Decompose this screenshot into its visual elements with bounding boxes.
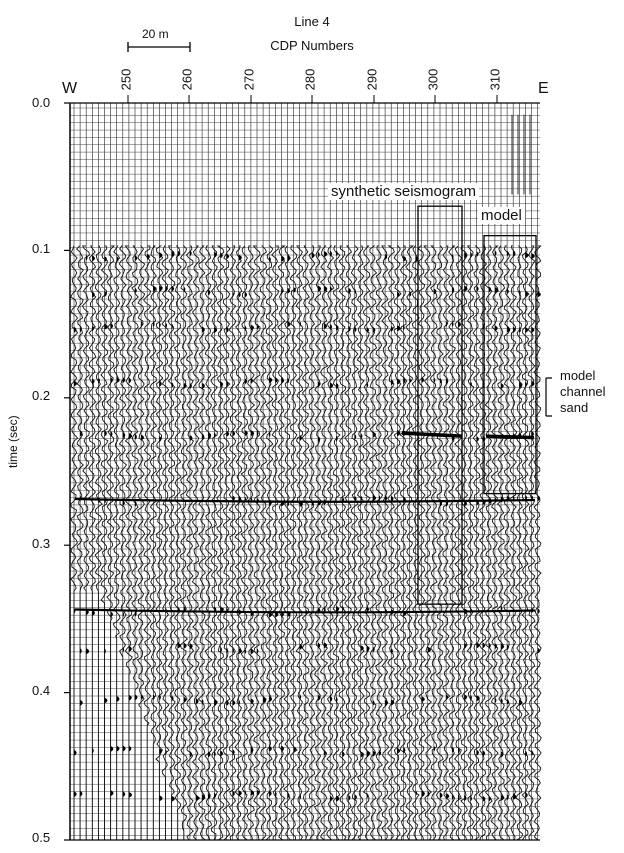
reflection-peak [214, 432, 215, 438]
y-tick-0.2: 0.2 [32, 388, 51, 403]
figure-subtitle: CDP Numbers [270, 38, 354, 53]
reflection-peak [214, 327, 217, 333]
reflection-peak [239, 255, 242, 261]
reflection-peak [318, 436, 320, 442]
reflection-peak [422, 377, 424, 383]
reflection-peak [477, 642, 480, 648]
reflection-peak [403, 325, 404, 331]
reflection-peak [92, 748, 94, 754]
reflection-peak [361, 433, 363, 439]
reflection-peak [86, 648, 89, 654]
reflection-peak [324, 251, 327, 257]
reflection-peak [208, 751, 210, 757]
reflection-peak [111, 790, 114, 796]
reflection-peak [355, 794, 357, 800]
reflection-peak [239, 790, 242, 796]
reflection-peak [251, 325, 254, 331]
reflection-peak [489, 796, 491, 802]
reflection-peak [105, 697, 108, 703]
y-tick-0.5: 0.5 [32, 830, 51, 845]
reflection-peak [257, 648, 259, 654]
reflection-peak [74, 791, 77, 797]
reflection-peak [525, 252, 528, 258]
reflection-peak [330, 286, 332, 292]
west-label: W [62, 80, 78, 97]
reflection-peak [507, 699, 509, 705]
reflection-peak [80, 648, 82, 654]
reflection-peak [507, 251, 509, 257]
x-tick-300: 300 [425, 68, 441, 91]
reflection-peak [269, 377, 272, 383]
reflection-peak [275, 791, 276, 797]
reflection-peak [525, 381, 527, 387]
reflection-peak [135, 694, 137, 700]
reflection-peak [281, 746, 284, 752]
reflection-peak [159, 694, 160, 700]
reflection-peak [202, 327, 205, 333]
synthetic-seismogram-callout: synthetic seismogram [328, 183, 479, 200]
reflection-peak [471, 695, 473, 701]
reflection-peak [135, 255, 137, 261]
reflection-peak [129, 695, 132, 701]
reflection-peak [227, 431, 230, 437]
reflection-peak [532, 750, 534, 756]
reflection-peak [446, 694, 448, 700]
reflection-peak [422, 696, 425, 702]
reflection-peak [458, 747, 460, 753]
reflection-peak [269, 746, 272, 752]
reflection-peak [367, 793, 368, 799]
reflection-peak [312, 252, 315, 258]
reflection-peak [141, 694, 143, 700]
reflection-peak [239, 699, 240, 705]
reflection-peak [300, 321, 301, 327]
reflection-peak [123, 791, 125, 797]
reflection-peak [349, 795, 351, 801]
reflection-peak [111, 323, 113, 329]
reflection-peak [129, 646, 132, 652]
reflection-peak [147, 254, 150, 260]
reflection-peak [208, 433, 211, 439]
reflection-peak [159, 381, 161, 387]
reflection-peak [281, 377, 284, 383]
reflection-peak [373, 495, 376, 501]
reflection-peak [159, 795, 162, 801]
reflection-peak [111, 611, 113, 617]
x-tick-250: 250 [118, 68, 134, 91]
reflection-peak [117, 377, 120, 383]
reflection-peak [123, 432, 125, 438]
annotation-line-3: sand [560, 400, 589, 415]
y-tick-0.3: 0.3 [32, 536, 51, 551]
reflection-peak [391, 326, 393, 332]
reflection-peak [495, 250, 497, 256]
reflection-peak [220, 381, 223, 387]
reflection-peak [251, 430, 254, 436]
reflection-peak [446, 378, 448, 384]
reflection-marks [74, 250, 541, 801]
reflection-peak [434, 746, 435, 752]
reflection-peak [507, 644, 509, 650]
reflection-peak [92, 255, 95, 261]
section-frame [64, 42, 552, 840]
east-label: E [538, 80, 549, 97]
reflection-peak [105, 648, 106, 654]
reflection-peak [495, 325, 498, 331]
reflection-peak [220, 751, 223, 757]
reflection-peak [446, 793, 449, 799]
reflection-peak [172, 796, 175, 802]
reflection-peak [501, 383, 504, 389]
reflection-peak [141, 321, 142, 327]
annotation-line-1: model [560, 368, 596, 383]
reflection-peak [227, 327, 229, 333]
reflection-peak [227, 700, 229, 706]
y-axis-label: time (sec) [6, 415, 20, 468]
reflection-peak [245, 790, 246, 796]
reflection-peak [379, 495, 380, 501]
channel-sand-event [402, 433, 462, 436]
reflection-peak [336, 606, 339, 612]
reflection-peak [410, 377, 411, 383]
model-sand-event [486, 436, 534, 437]
reflection-peak [440, 792, 442, 798]
reflection-peak [471, 795, 473, 801]
reflection-peak [251, 378, 253, 384]
reflection-peak [251, 747, 253, 753]
reflection-peak [184, 383, 187, 389]
reflection-peak [495, 643, 497, 649]
reflection-peak [166, 749, 167, 755]
reflection-peak [434, 377, 435, 383]
reflection-peak [318, 286, 321, 292]
reflection-peak [464, 694, 467, 700]
scale-bar-label: 20 m [142, 27, 169, 41]
reflection-peak [105, 324, 108, 330]
reflection-peak [349, 288, 351, 294]
reflection-peak [111, 746, 114, 752]
reflection-peak [373, 327, 375, 333]
reflection-peak [190, 643, 193, 649]
reflection-peak [233, 749, 235, 755]
reflection-peak [330, 324, 332, 330]
reflection-peak [318, 642, 320, 648]
y-tick-0.0: 0.0 [32, 95, 51, 110]
reflection-peak [117, 746, 120, 752]
reflection-peak [538, 648, 540, 654]
shallow-zone [71, 104, 539, 246]
reflection-peak [172, 286, 174, 292]
reflection-peak [471, 381, 472, 387]
reflection-peak [227, 253, 230, 259]
reflection-peak [288, 321, 291, 327]
reflection-peak [111, 377, 113, 383]
reflection-peak [129, 792, 132, 798]
reflection-peak [330, 382, 333, 388]
reflection-peak [489, 643, 491, 649]
y-tick-0.1: 0.1 [32, 241, 51, 256]
reflection-peak [495, 697, 497, 703]
reflection-peak [208, 289, 210, 295]
reflection-peak [111, 431, 113, 437]
model-callout: model [478, 207, 525, 224]
reflection-peak [342, 606, 343, 612]
x-tick-270: 270 [241, 68, 257, 91]
reflection-peak [233, 291, 234, 297]
reflection-peak [367, 646, 369, 652]
reflection-peak [263, 697, 266, 703]
reflection-peak [153, 694, 154, 700]
model-channel-sand-annotation [560, 368, 620, 416]
reflection-peak [397, 748, 400, 754]
reflection-peak [92, 325, 94, 331]
reflection-peak [257, 324, 259, 330]
reflection-peak [336, 250, 337, 256]
reflection-peak [477, 251, 479, 257]
reflection-peak [373, 700, 375, 706]
reflection-peak [361, 495, 363, 501]
reflection-peak [342, 751, 344, 757]
reflection-peak [397, 292, 399, 298]
reflection-peak [178, 642, 181, 648]
reflection-peak [105, 256, 107, 262]
reflection-peak [458, 321, 461, 327]
reflection-peak [74, 380, 77, 386]
reflection-peak [538, 608, 540, 614]
reflection-peak [129, 746, 131, 752]
reflection-peak [446, 321, 447, 327]
reflection-peak [403, 256, 406, 262]
reflection-peak [159, 322, 160, 328]
reflection-peak [269, 696, 272, 702]
x-tick-290: 290 [364, 68, 380, 91]
reflection-peak [202, 383, 205, 389]
reflection-peak [92, 378, 94, 384]
reflection-peak [80, 700, 83, 706]
reflection-peak [538, 291, 541, 297]
reflection-peak [385, 700, 388, 706]
reflection-peak [532, 327, 535, 333]
reflection-peak [336, 796, 339, 802]
reflection-peak [489, 286, 491, 292]
reflection-peak [92, 292, 95, 298]
reflection-peak [501, 795, 504, 801]
reflection-peak [190, 250, 192, 256]
reflection-peak [483, 642, 485, 648]
reflection-peak [355, 326, 357, 332]
reflection-peak [379, 750, 381, 756]
reflection-peak [507, 288, 509, 294]
y-tick-0.4: 0.4 [32, 683, 51, 698]
reflection-peak [300, 694, 301, 700]
reflection-peak [483, 750, 485, 756]
x-tick-280: 280 [302, 68, 318, 91]
reflection-peak [507, 326, 510, 332]
reflection-peak [123, 746, 126, 752]
reflection-peak [464, 286, 467, 292]
reflection-peak [196, 795, 199, 801]
reflection-peak [416, 790, 418, 796]
reflection-peak [117, 256, 119, 262]
reflection-peak [532, 253, 535, 259]
reflection-peak [135, 288, 137, 294]
annotation-line-2: channel [560, 384, 606, 399]
reflection-peak [525, 327, 528, 333]
reflection-peak [184, 643, 187, 649]
reflection-peak [471, 252, 472, 258]
reflection-peak [135, 501, 137, 507]
strong-reflector [75, 499, 535, 502]
x-tick-260: 260 [179, 68, 195, 91]
reflection-peak [251, 648, 254, 654]
reflection-peak [318, 252, 320, 258]
reflection-peak [74, 327, 76, 333]
reflection-peak [245, 292, 247, 298]
reflection-peak [214, 793, 216, 799]
reflection-peak [385, 495, 387, 501]
reflection-peak [428, 791, 430, 797]
reflection-peak [129, 377, 131, 383]
reflection-peak [117, 696, 120, 702]
reflection-peak [477, 436, 479, 442]
reflection-peak [330, 796, 332, 802]
reflection-peak [397, 325, 400, 331]
reflection-peak [336, 383, 338, 389]
reflection-peak [129, 433, 132, 439]
reflection-peak [288, 255, 291, 261]
reflection-peak [141, 434, 144, 440]
annotation-bracket [546, 378, 552, 416]
reflection-peak [403, 747, 405, 753]
reflection-peak [245, 378, 247, 384]
reflection-peak [477, 286, 479, 292]
x-tick-310: 310 [487, 68, 503, 91]
reflection-peak [123, 611, 124, 617]
reflection-peak [330, 696, 332, 702]
reflection-peak [166, 323, 168, 329]
reflection-peak [214, 751, 215, 757]
figure-title: Line 4 [294, 14, 330, 29]
reflection-peak [513, 251, 515, 257]
reflection-peak [86, 255, 87, 261]
reflection-peak [525, 792, 527, 798]
reflection-peak [336, 697, 337, 703]
reflection-peak [245, 648, 246, 654]
reflection-peak [233, 700, 236, 706]
